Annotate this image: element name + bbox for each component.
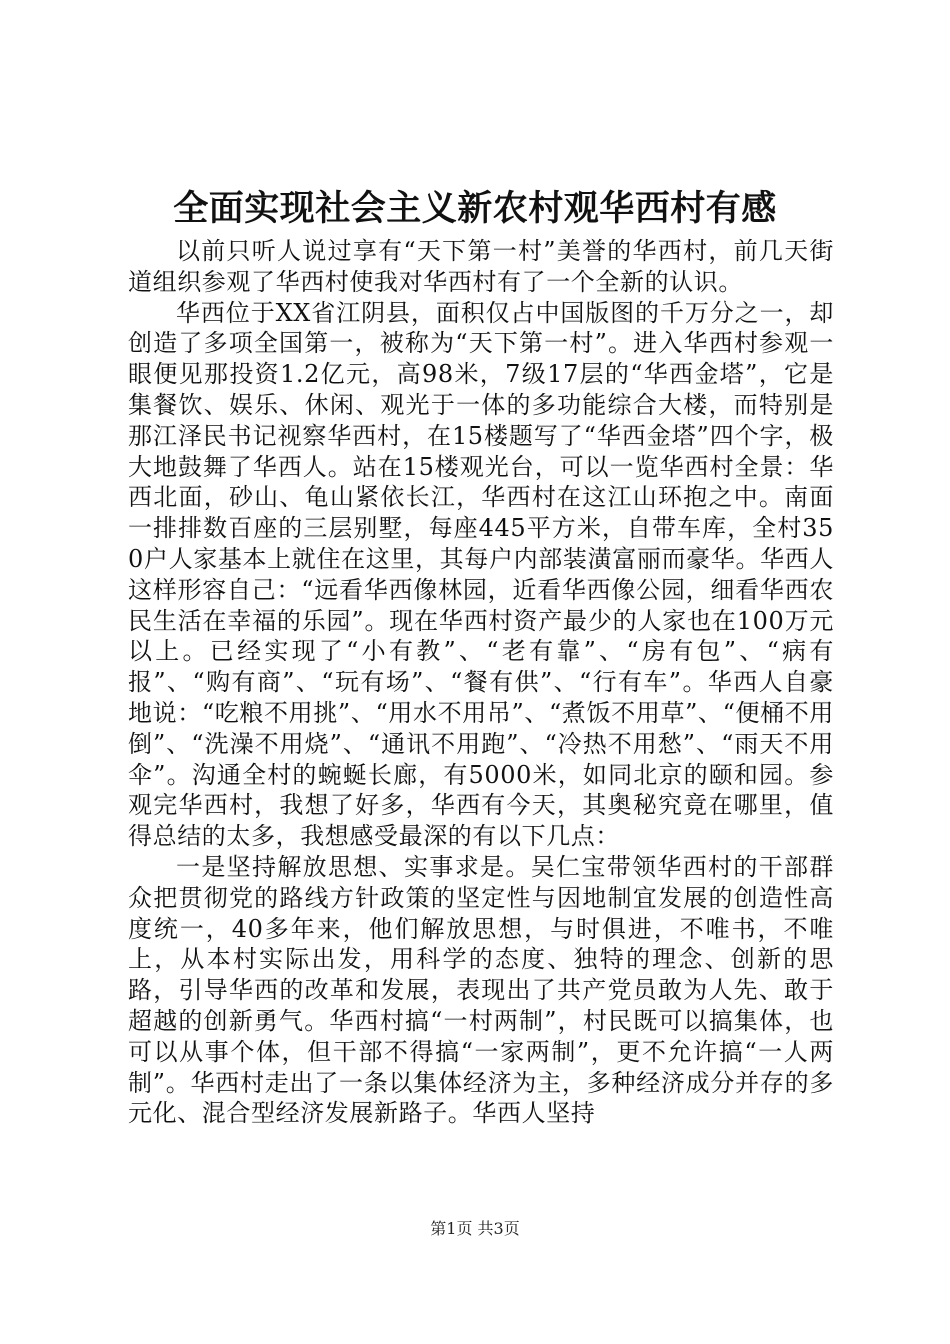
document-body <box>128 236 834 1129</box>
paragraph-intro: 以前只听人说过享有“天下第一村”美誉的华西村，前几天街道组织参观了华西村使我对华西村有了一个全新的认识。 <box>128 237 834 296</box>
document-title: 全面实现社会主义新农村观华西村有感 <box>173 188 777 229</box>
paragraph-point-one: 一是坚持解放思想、实事求是。吴仁宝带领华西村的干部群众把贯彻党的路线方针政策的坚定性与因地制宜发展的创造性高度统一，40多年来，他们解放思想，与时俱进，不唯书，不唯上，从本村实际出发，用科学的态度、独特的理念、创新的思路，引导华西的改革和发展，表现出了共产党员敢为人先、敢于超越的创新勇气。华西村搞“一村两制”，村民既可以搞集体，也可以从事个体，但干部不得搞“一家两制”，更不允许搞“一人两制”。华西村走出了一条以集体经济为主，多种经济成分并存的多元化、混合型经济发展新路子。华西人坚持 <box>128 852 834 1128</box>
paragraph-huaxi-overview: 华西位于XX省江阴县，面积仅占中国版图的千万分之一，却创造了多项全国第一，被称为“天下第一村”。进入华西村参观一眼便见那投资1.2亿元，高98米，7级17层的“华西金塔”，它是集餐饮、娱乐、休闲、观光于一体的多功能综合大楼，而特别是那江泽民书记视察华西村，在15楼题写了“华西金塔”四个字，极大地鼓舞了华西人。站在15楼观光台，可以一览华西村全景：华西北面，砂山、龟山紧依长江，华西村在这江山环抱之中。南面一排排数百座的三层别墅，每座445平方米，自带车库，全村350户人家基本上就住在这里，其每户内部装潢富丽而豪华。华西人这样形容自己：“远看华西像林园，近看华西像公园，细看华西农民生活在幸福的乐园”。现在华西村资产最少的人家也在100万元以上。已经实现了“小有教”、“老有靠”、“房有包”、“病有报”、“购有商”、“玩有场”、“餐有供”、“行有车”。华西人自豪地说：“吃粮不用挑”、“用水不用吊”、“煮饭不用草”、“便桶不用倒”、“洗澡不用烧”、“通讯不用跑”、“冷热不用愁”、“雨天不用伞”。沟通全村的蜿蜒长廊，有5000米，如同北京的颐和园。参观完华西村，我想了好多，华西有今天，其奥秘究竟在哪里，值得总结的太多，我想感受最深的有以下几点： <box>128 298 834 851</box>
page-footer: 第1页 共3页 <box>430 1219 520 1238</box>
